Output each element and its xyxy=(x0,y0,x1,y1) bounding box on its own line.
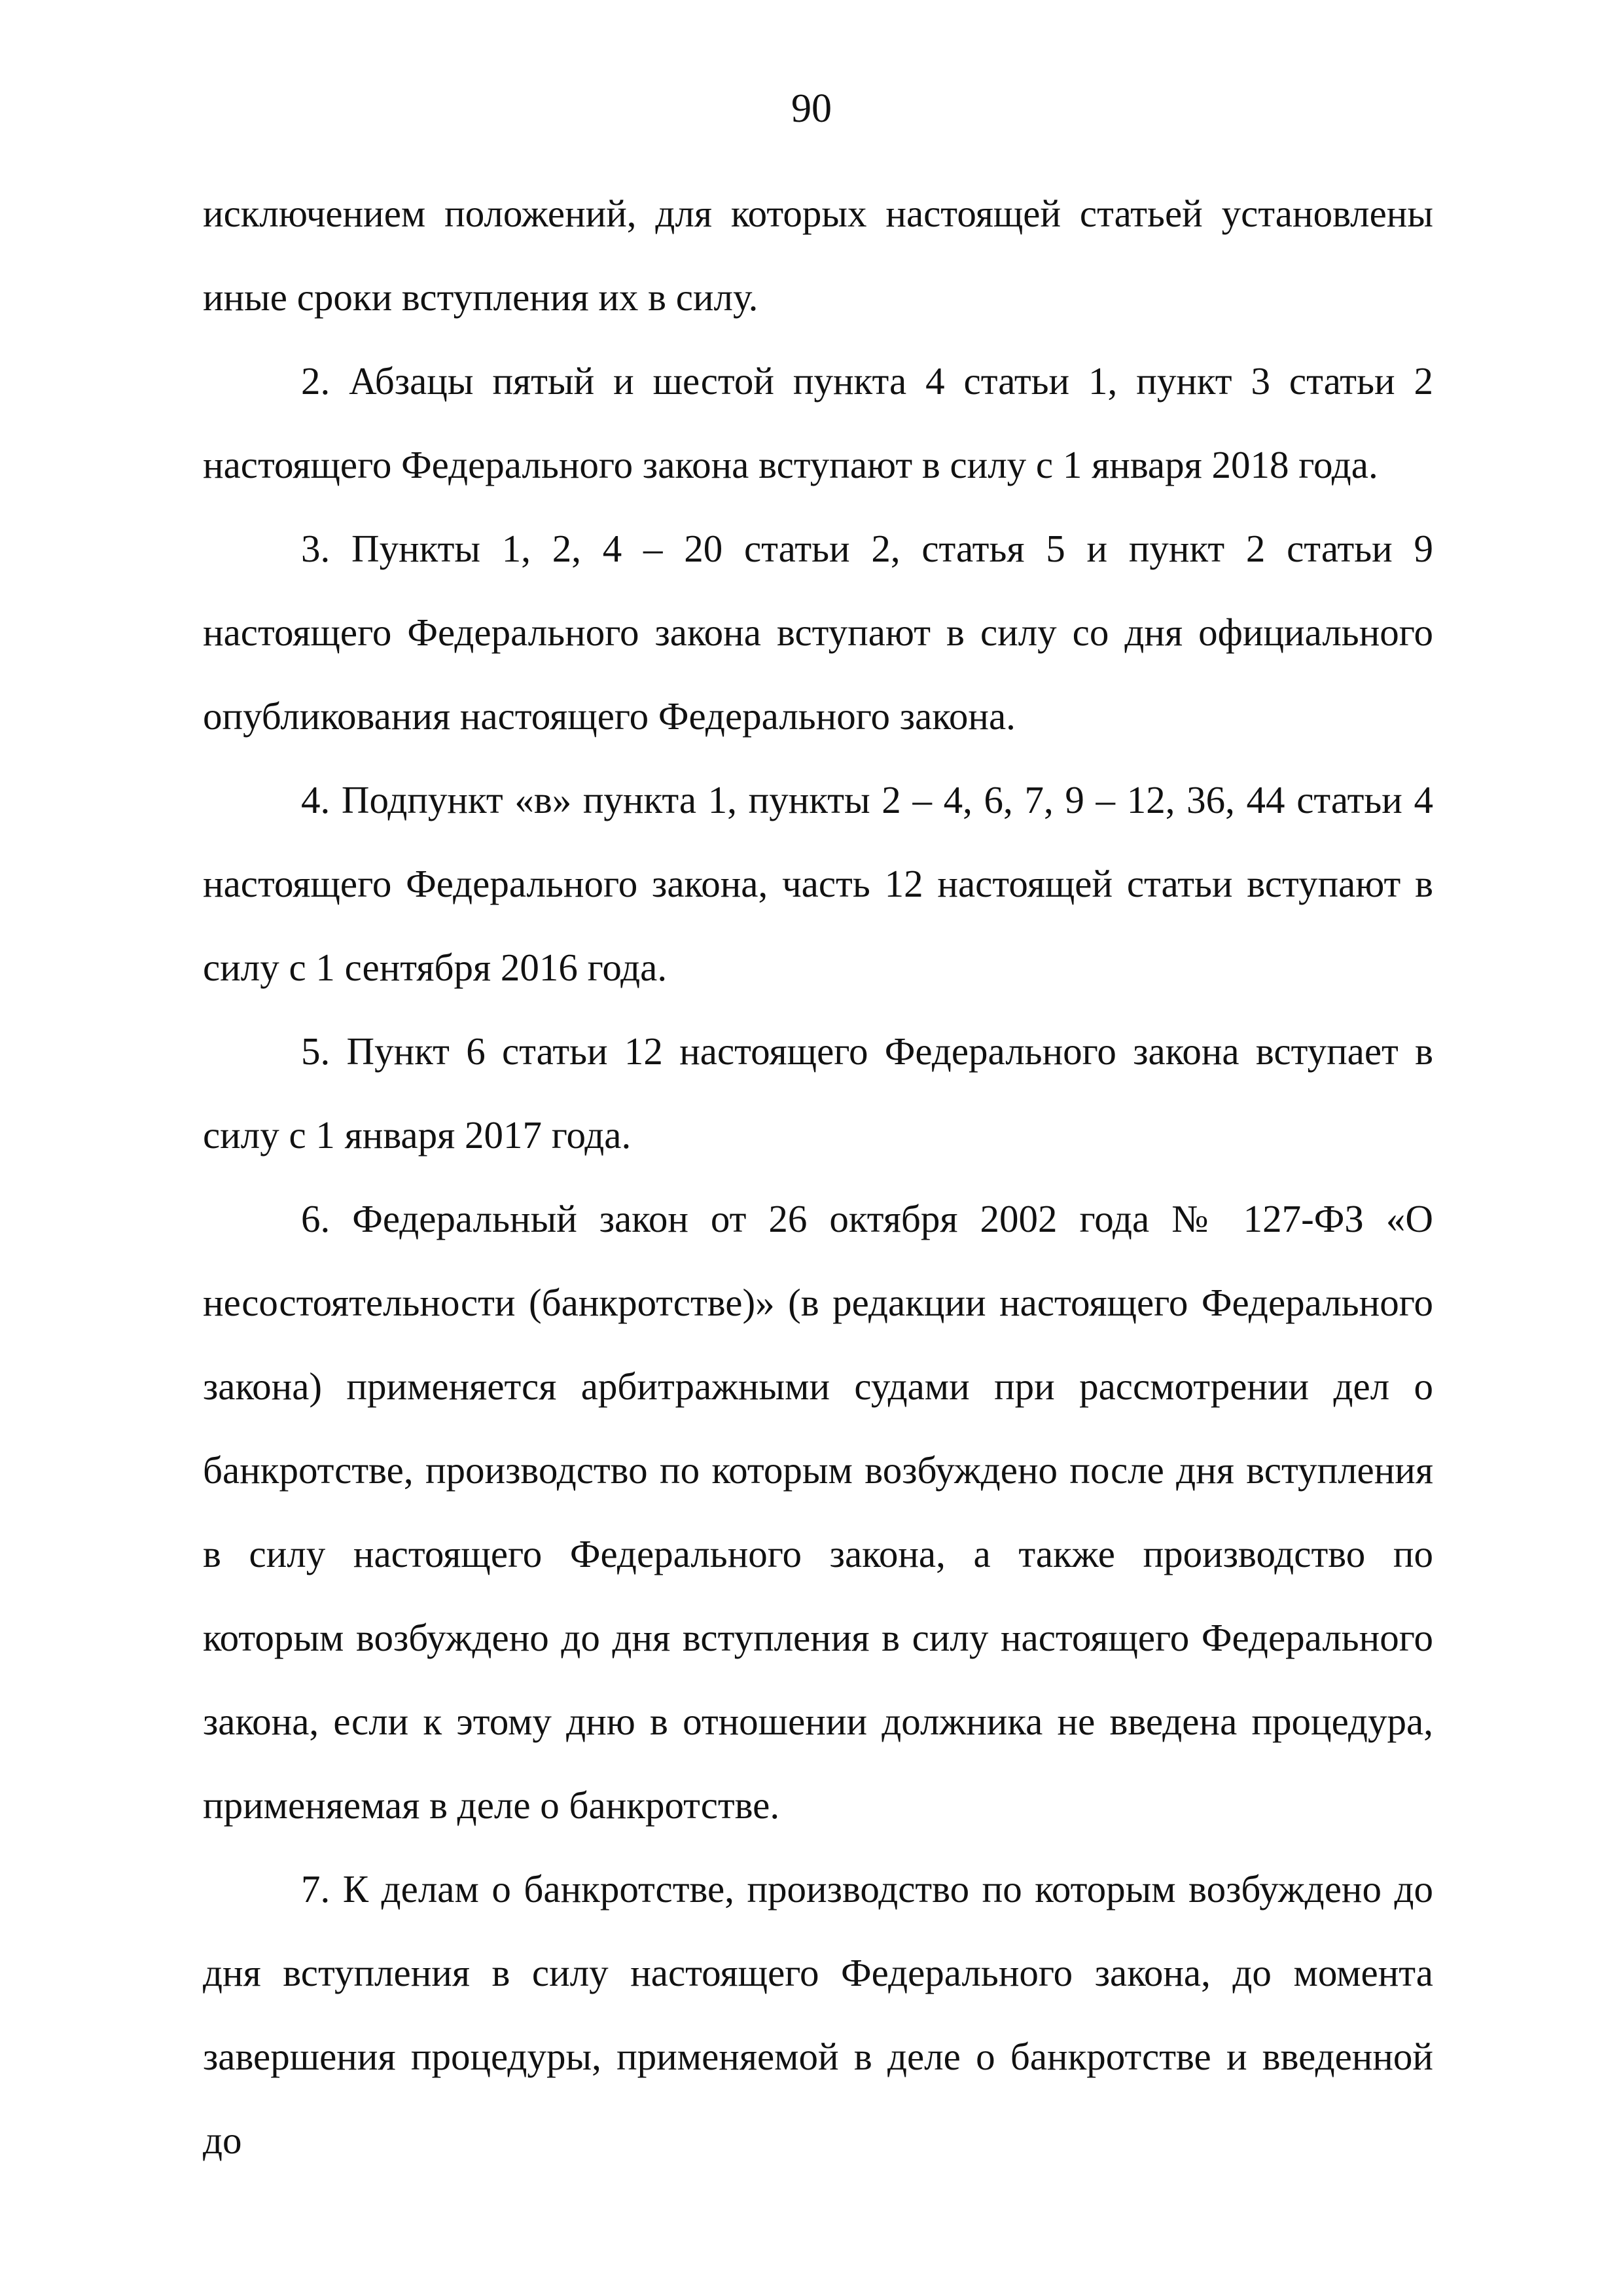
paragraph-7: 7. К делам о банкротстве, производство по которым возбуждено до дня вступления в силу настоящего Федерального закона, до момента завершения процедуры, применяемой в деле о банкротстве и введенной до xyxy=(203,1867,1433,2162)
page-number: 90 xyxy=(791,86,832,131)
paragraph-5: 5. Пункт 6 статьи 12 настоящего Федерального закона вступает в силу с 1 января 2017 года. xyxy=(203,1030,1433,1157)
paragraph-6: 6. Федеральный закон от 26 октября 2002 года № 127-ФЗ «О несостоятельности (банкротстве)» (в редакции настоящего Федерального закона) применяется арбитражными судами при рассмотрении дел о банкротстве, производство по которым возбуждено после дня вступления в силу настоящего Федерального закона, а также производство по которым возбуждено до дня вступления в силу настоящего Федерального закона, если к этому дню в отношении должника не введена процедура, применяемая в деле о банкротстве. xyxy=(203,1197,1433,1827)
paragraph-2: 2. Абзацы пятый и шестой пункта 4 статьи 1, пункт 3 статьи 2 настоящего Федерального закона вступают в силу с 1 января 2018 года. xyxy=(203,359,1433,486)
paragraph-4: 4. Подпункт «в» пункта 1, пункты 2 – 4, 6, 7, 9 – 12, 36, 44 статьи 4 настоящего Федерального закона, часть 12 настоящей статьи вступают в силу с 1 сентября 2016 года. xyxy=(203,778,1433,989)
paragraph-continuation: исключением положений, для которых настоящей статьей установлены иные сроки вступления их в силу. xyxy=(203,192,1433,319)
paragraph-3: 3. Пункты 1, 2, 4 – 20 статьи 2, статья 5 и пункт 2 статьи 9 настоящего Федерального закона вступают в силу со дня официального опубликования настоящего Федерального закона. xyxy=(203,527,1433,738)
document-body xyxy=(203,171,1433,2182)
